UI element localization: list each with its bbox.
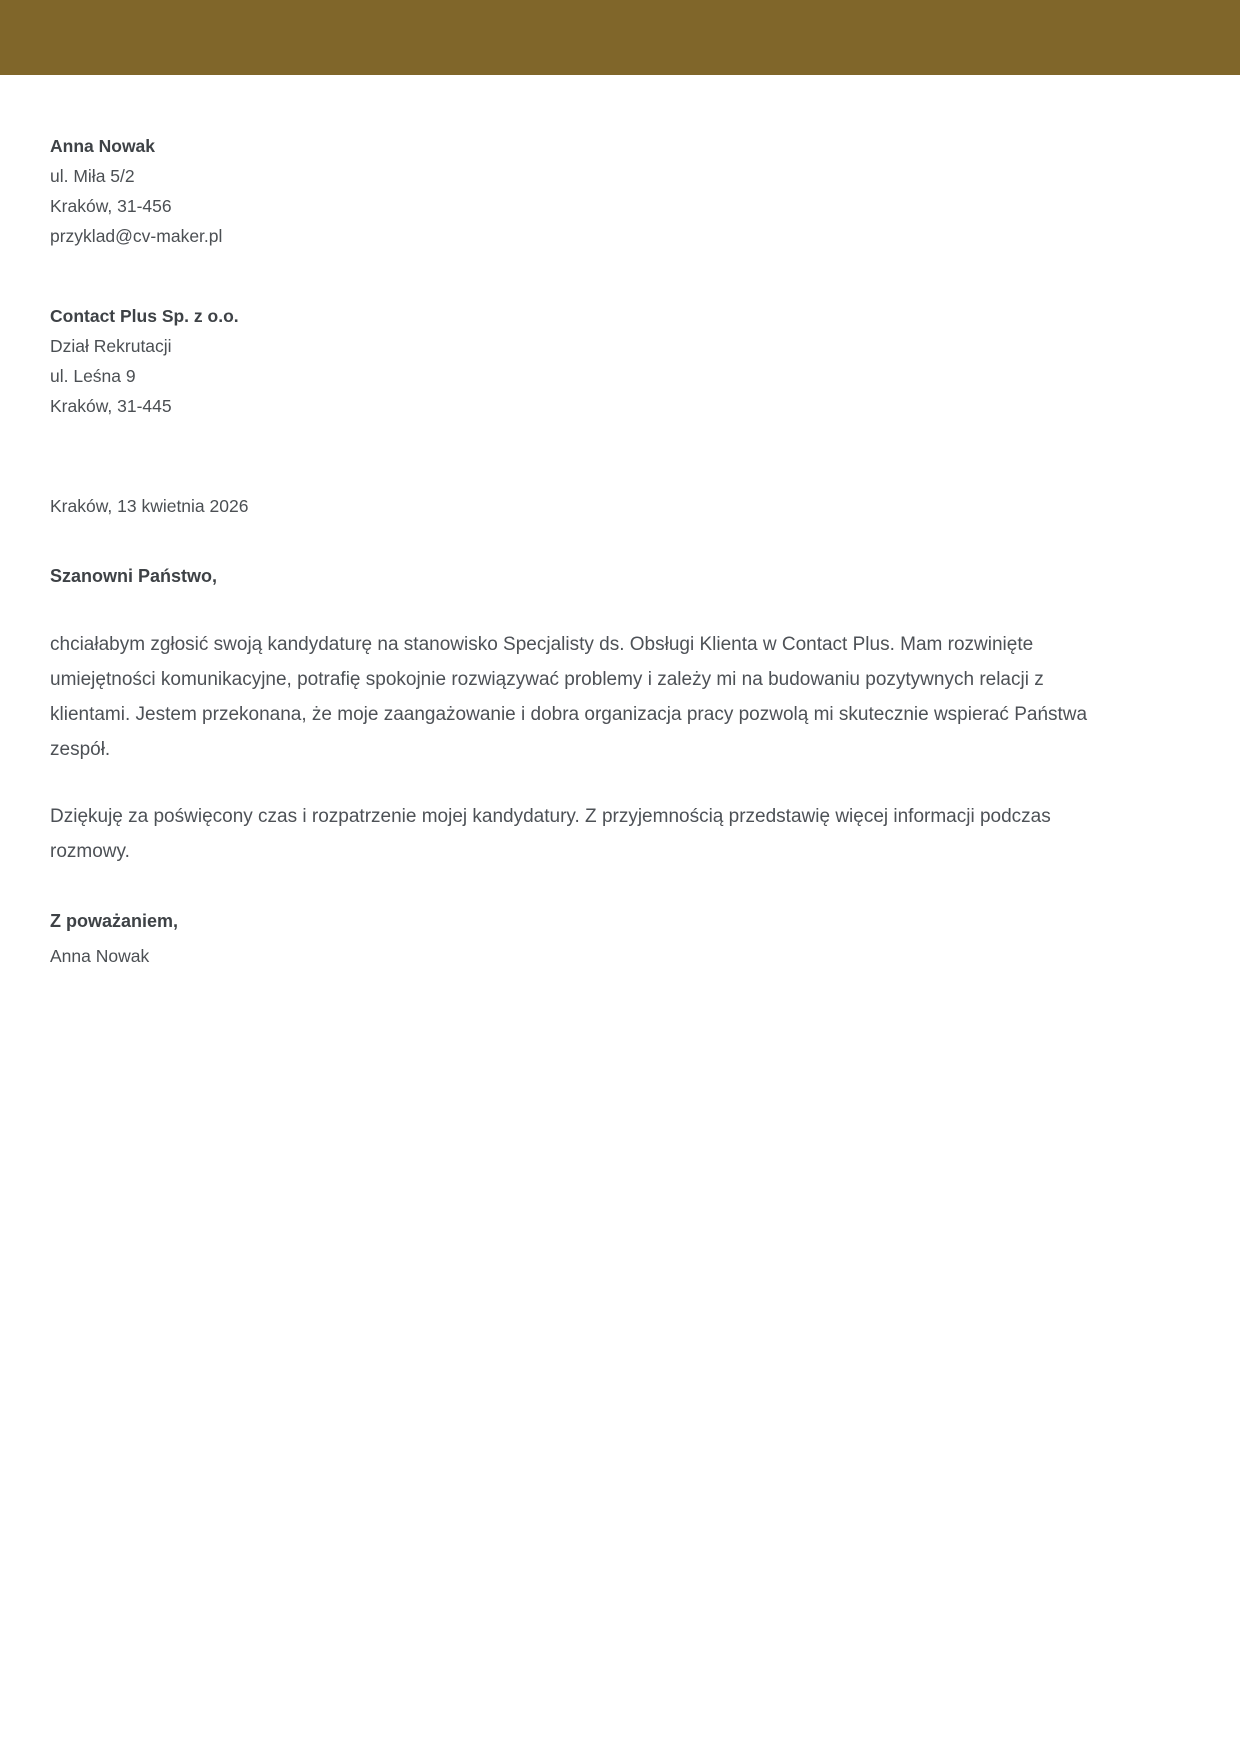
salutation: Szanowni Państwo, (50, 566, 218, 586)
body-paragraph-2: Dziękuję za poświęcony czas i rozpatrzenie mojej kandydatury. Z przyjemnością przedstawię więcej informacji podczas rozmowy. (50, 806, 1051, 862)
letter-content (0, 131, 1240, 974)
recipient-company: Contact Plus Sp. z o.o. (50, 306, 239, 326)
recipient-street: ul. Leśna 9 (50, 366, 136, 386)
sender-city: Kraków, 31-456 (50, 196, 172, 216)
recipient-address-block (50, 301, 1190, 421)
date-line: Kraków, 13 kwietnia 2026 (50, 496, 249, 516)
sender-street: ul. Miła 5/2 (50, 166, 135, 186)
closing-block (50, 904, 1190, 974)
recipient-department: Dział Rekrutacji (50, 336, 172, 356)
closing-phrase: Z poważaniem, (50, 911, 179, 931)
sender-email: przyklad@cv-maker.pl (50, 226, 223, 246)
signature-name: Anna Nowak (50, 946, 150, 966)
sender-address-block (50, 131, 1190, 251)
sender-name: Anna Nowak (50, 136, 156, 156)
recipient-city: Kraków, 31-445 (50, 396, 172, 416)
header-accent-bar (0, 0, 1240, 75)
body-paragraph-1: chciałabym zgłosić swoją kandydaturę na stanowisko Specjalisty ds. Obsługi Klienta w Contact Plus. Mam rozwinięte umiejętności komunikacyjne, potrafię spokojnie rozwiązywać problemy i zależy mi na budowaniu pozytywnych relacji z klientami. Jestem przekonana, że moje zaangażowanie i dobra organizacja pracy pozwolą mi skutecznie wspierać Państwa zespół. (50, 634, 1088, 760)
